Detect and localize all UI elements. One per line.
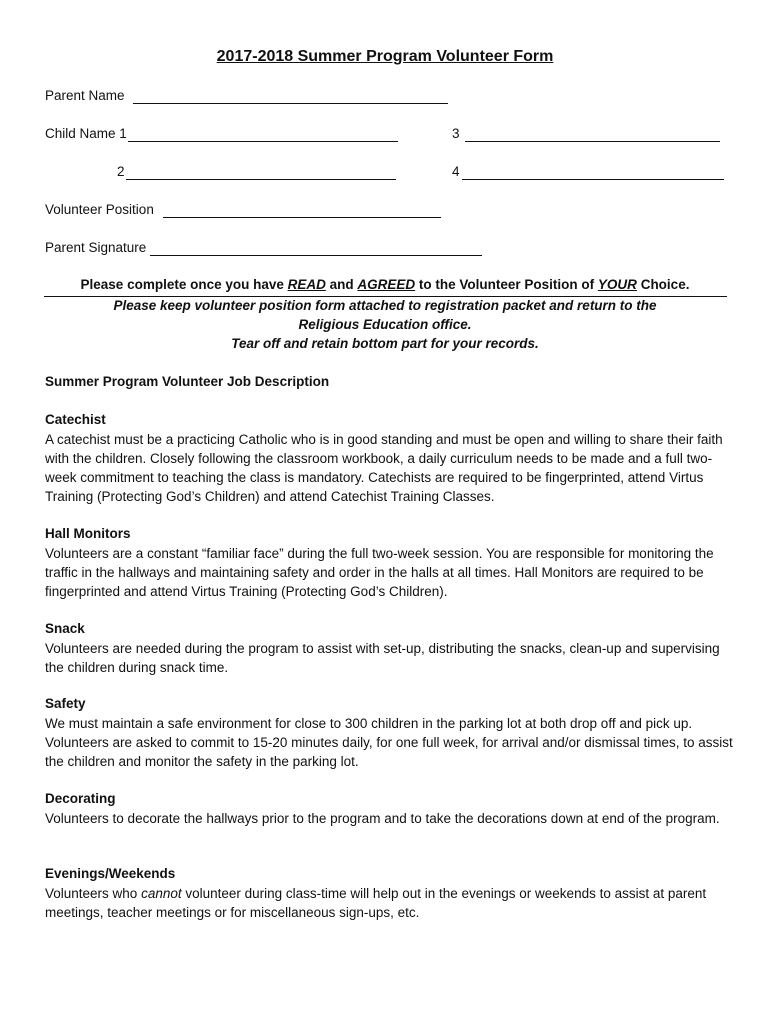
child-name-1-field[interactable] bbox=[128, 141, 398, 142]
evenings-weekends-description bbox=[45, 884, 735, 922]
tear-off-divider bbox=[44, 296, 727, 297]
agreed-emphasis: AGREED bbox=[357, 277, 416, 292]
instruction-text: and bbox=[325, 277, 358, 292]
instruction-text: to the Volunteer Position of bbox=[415, 277, 598, 292]
parent-name-label: Parent Name bbox=[45, 88, 125, 103]
volunteer-position-field[interactable] bbox=[163, 217, 441, 218]
form-title: 2017-2018 Summer Program Volunteer Form bbox=[216, 48, 554, 65]
read-emphasis: READ bbox=[287, 277, 326, 292]
cannot-emphasis: cannot bbox=[141, 886, 182, 901]
instruction-text: Please complete once you have bbox=[80, 277, 288, 292]
child-name-3-label: 3 bbox=[452, 126, 460, 141]
catechist-description: A catechist must be a practicing Catholic who is in good standing and must be open and willing to share their faith with the children. Closely following the classroom workbook, a daily curriculum needs to be made and a full two-week commitment to teaching the class is mandatory. Catechists are required to be fingerprinted, attend Virtus Training (Protecting God’s Children) and attend Catechist Training Classes. bbox=[45, 432, 723, 504]
snack-description: Volunteers are needed during the program to assist with set-up, distributing the snacks, clean-up and supervising the children during snack time. bbox=[45, 641, 720, 675]
instruction-line-2: Please keep volunteer position form attached to registration packet and return to the bbox=[113, 298, 657, 313]
child-name-3-field[interactable] bbox=[465, 141, 720, 142]
child-name-2-field[interactable] bbox=[126, 179, 396, 180]
child-name-2-label: 2 bbox=[117, 164, 125, 179]
parent-name-field[interactable] bbox=[133, 103, 448, 104]
job-description-heading: Summer Program Volunteer Job Description bbox=[45, 374, 330, 389]
evenings-weekends-title: Evenings/Weekends bbox=[45, 866, 176, 881]
evenings-text: volunteer during class-time will help out in the evenings or weekends to assist at parent meetings, teacher meetings or for miscellaneous sign-ups, etc. bbox=[45, 886, 707, 920]
safety-description: We must maintain a safe environment for close to 300 children in the parking lot at both drop off and pick up. Volunteers are asked to commit to 15-20 minutes daily, for one full week, for arrival and/or dismissal times, to assist the children and monitor the safety in the parking lot. bbox=[45, 716, 733, 769]
safety-title: Safety bbox=[45, 696, 86, 711]
parent-signature-field[interactable] bbox=[150, 255, 482, 256]
instruction-line-3: Religious Education office. bbox=[298, 317, 472, 332]
child-name-4-label: 4 bbox=[452, 164, 460, 179]
instruction-line-4: Tear off and retain bottom part for your records. bbox=[231, 336, 539, 351]
hall-monitors-title: Hall Monitors bbox=[45, 526, 131, 541]
hall-monitors-description: Volunteers are a constant “familiar face” during the full two-week session. You are responsible for monitoring the traffic in the hallways and maintaining safety and order in the halls at all times. Hall Monitors are required to be fingerprinted and attend Virtus Training (Protecting God’s Children). bbox=[45, 546, 714, 599]
evenings-text: Volunteers who bbox=[45, 886, 142, 901]
your-emphasis: YOUR bbox=[597, 277, 637, 292]
instruction-text: Choice. bbox=[636, 277, 690, 292]
parent-signature-label: Parent Signature bbox=[45, 240, 147, 255]
snack-title: Snack bbox=[45, 621, 85, 636]
catechist-title: Catechist bbox=[45, 412, 106, 427]
instruction-line-1 bbox=[0, 277, 770, 292]
volunteer-position-label: Volunteer Position bbox=[45, 202, 154, 217]
decorating-description: Volunteers to decorate the hallways prior to the program and to take the decorations down at end of the program. bbox=[45, 811, 720, 826]
decorating-title: Decorating bbox=[45, 791, 116, 806]
child-name-4-field[interactable] bbox=[462, 179, 724, 180]
child-name-1-label: Child Name 1 bbox=[45, 126, 127, 141]
